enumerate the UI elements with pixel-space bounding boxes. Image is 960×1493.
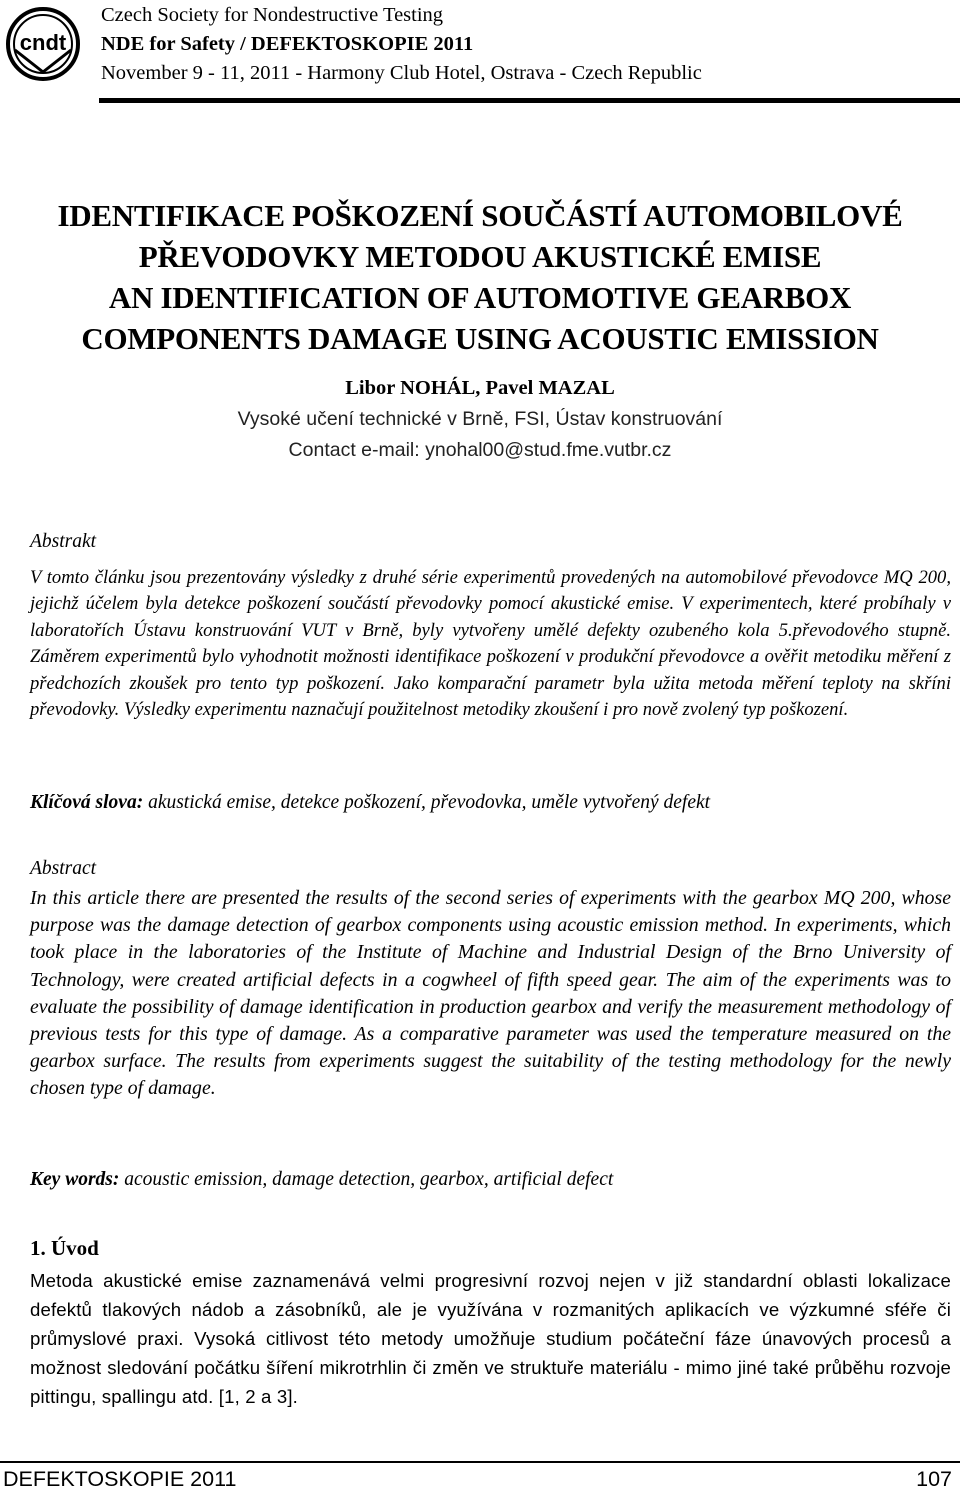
affiliation: Vysoké učení technické v Brně, FSI, Ústav konstruování	[237, 408, 723, 430]
klicova-slova-value: akustická emise, detekce poškození, převodovka, uměle vytvořený defekt	[148, 792, 711, 813]
klicova-slova	[30, 789, 951, 816]
footer-rule	[0, 1461, 960, 1463]
logo-text: cndt	[19, 30, 67, 55]
title-en-line-2: COMPONENTS DAMAGE USING ACOUSTIC EMISSION	[81, 321, 879, 356]
conference-date-venue: November 9 - 11, 2011 - Harmony Club Hotel, Ostrava - Czech Republic	[101, 62, 702, 84]
paper-title	[0, 195, 960, 359]
page-number: 107	[916, 1467, 952, 1491]
contact-email: Contact e-mail: ynohal00@stud.fme.vutbr.cz	[288, 439, 672, 461]
footer-journal: DEFEKTOSKOPIE 2011	[3, 1467, 237, 1491]
title-en-line-1: AN IDENTIFICATION OF AUTOMOTIVE GEARBOX	[108, 280, 852, 315]
section-1-heading: 1. Úvod	[30, 1236, 99, 1260]
cndt-logo-icon	[5, 6, 81, 82]
abstrakt-text: V tomto článku jsou prezentovány výsledky z druhé série experimentů provedených na automobilové převodovce MQ 200, jejichž účelem byla detekce poškození součástí převodovky pomocí akustické emise. V experimentech, které probíhaly v laboratořích Ústavu konstruování VUT v Brně, byly vytvořeny umělé defekty ozubeného kola 5.převodového stupně. Záměrem experimentů bylo vyhodnotit možnosti identifikace poškození v produkční převodovce a ověřit metodiku měření z předchozích zkoušek pro tento typ poškození. Jako komparační parametr byla užita metoda měření teploty na skříni převodovky. Výsledky experimentu naznačují použitelnost metodiky zkoušení i pro nově zvolený typ poškození.	[30, 567, 951, 721]
abstract-text: In this article there are presented the results of the second series of experiments with the gearbox MQ 200, whose purpose was the damage detection of gearbox components using acoustic emission method. In experiments, which took place in the laboratories of the Institute of Machine and Industrial Design of the Brno University of Technology, were created artificial defects in a cogwheel of fifth speed gear. The aim of the experiments was to evaluate the possibility of damage identification in production gearbox and verify the measurement methodology of previous tests for this type of damage. As a comparative parameter was used the temperature measured on the gearbox surface. The results from experiments suggest the suitability of the testing methodology for the newly chosen type of damage.	[30, 887, 951, 1100]
title-cz-line-2: PŘEVODOVKY METODOU AKUSTICKÉ EMISE	[138, 239, 822, 274]
klicova-slova-label: Klíčová slova:	[30, 792, 144, 813]
authors: Libor NOHÁL, Pavel MAZAL	[345, 377, 615, 399]
header-rule	[99, 98, 960, 103]
header-text-block	[101, 1, 702, 88]
affiliation-block	[0, 404, 960, 466]
conference-name: NDE for Safety / DEFEKTOSKOPIE 2011	[101, 33, 474, 55]
section-1-text: Metoda akustické emise zaznamenává velmi progresivní rozvoj nejen v již standardní oblasti lokalizace defektů tlakových nádob a zásobníků, ale je využívána v rozmanitých aplikacích ve výzkumné sféře či průmyslové praxi. Vysoká citlivost této metody umožňuje studium počáteční fáze únavových procesů a možnost sledování počátku šíření mikrotrhlin či změn ve struktuře materiálu - mimo jiné také průběhu rozvoje pittingu, spallingu atd. [1, 2 a 3].	[30, 1270, 951, 1407]
key-words-value: acoustic emission, damage detection, gearbox, artificial defect	[124, 1169, 614, 1190]
title-cz-line-1: IDENTIFIKACE POŠKOZENÍ SOUČÁSTÍ AUTOMOBILOVÉ	[57, 198, 903, 233]
abstrakt-body	[30, 565, 951, 723]
abstrakt-section	[30, 528, 951, 555]
section-1-body	[30, 1266, 951, 1411]
abstract-body	[30, 885, 951, 1103]
abstrakt-heading: Abstrakt	[30, 531, 97, 552]
abstract-section	[30, 855, 951, 882]
society-name: Czech Society for Nondestructive Testing	[101, 4, 444, 26]
abstract-heading: Abstract	[30, 858, 97, 879]
key-words-label: Key words:	[30, 1169, 120, 1190]
conference-header	[0, 0, 960, 105]
section-1	[30, 1234, 951, 1262]
key-words	[30, 1166, 951, 1193]
